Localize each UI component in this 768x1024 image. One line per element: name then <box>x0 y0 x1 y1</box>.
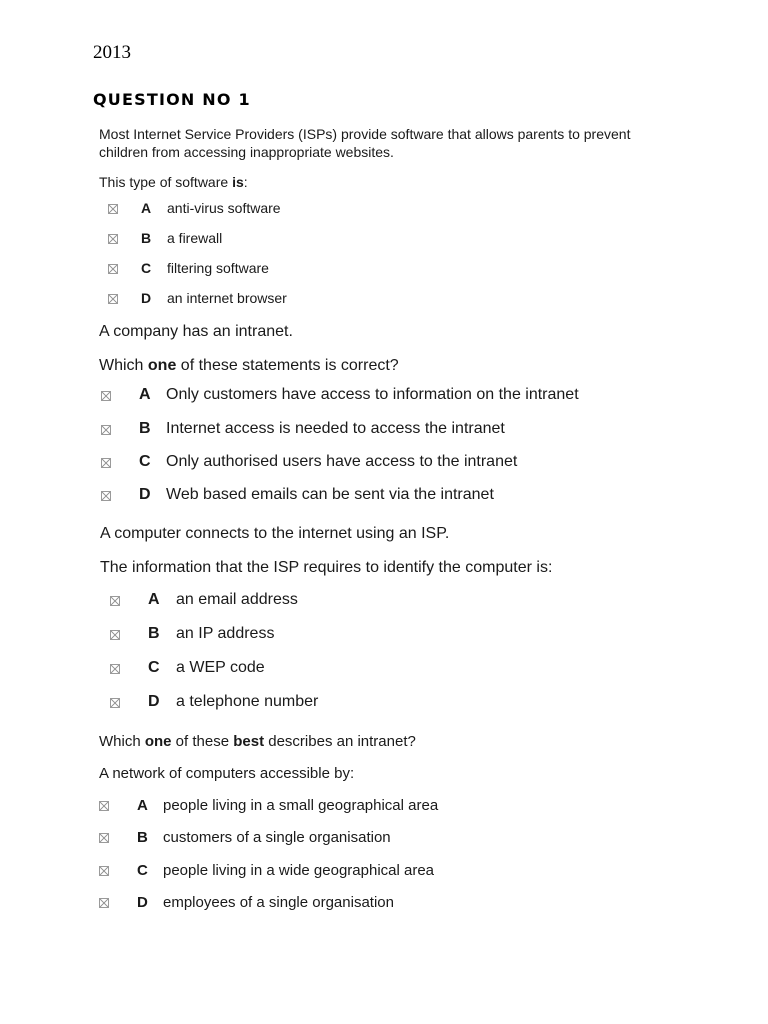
q4-prompt: Which one of these best describes an intranet? <box>99 733 416 750</box>
option-letter: C <box>141 260 152 276</box>
option-text: an IP address <box>176 625 275 642</box>
option-letter: B <box>148 625 160 642</box>
q3-option-c[interactable] <box>0 659 700 679</box>
checkbox-icon[interactable] <box>99 833 109 843</box>
q2-option-d[interactable] <box>0 486 700 506</box>
option-letter: A <box>137 797 148 814</box>
checkbox-icon[interactable] <box>99 801 109 811</box>
checkbox-icon[interactable] <box>108 294 118 304</box>
q3-option-b[interactable] <box>0 625 700 645</box>
checkbox-icon[interactable] <box>99 866 109 876</box>
option-text: an email address <box>176 591 298 608</box>
option-text: anti-virus software <box>167 200 281 216</box>
checkbox-icon[interactable] <box>108 204 118 214</box>
checkbox-icon[interactable] <box>110 596 120 606</box>
option-letter: C <box>137 862 148 879</box>
q4-intro: A network of computers accessible by: <box>99 765 355 782</box>
q1-option-a[interactable] <box>0 200 700 220</box>
q1-intro-line-2: children from accessing inappropriate websites. <box>99 144 394 160</box>
option-letter: C <box>148 659 160 676</box>
option-letter: D <box>148 693 160 710</box>
q3-intro: A computer connects to the internet using an ISP. <box>100 525 450 542</box>
option-letter: D <box>137 894 148 911</box>
option-text: customers of a single organisation <box>163 829 391 846</box>
q3-option-a[interactable] <box>0 591 700 611</box>
option-letter: D <box>141 290 152 306</box>
checkbox-icon[interactable] <box>110 630 120 640</box>
q2-prompt: Which one of these statements is correct? <box>99 357 399 374</box>
checkbox-icon[interactable] <box>110 664 120 674</box>
q3-prompt: The information that the ISP requires to identify the computer is: <box>100 559 553 576</box>
checkbox-icon[interactable] <box>108 264 118 274</box>
q4-option-b[interactable] <box>0 829 700 849</box>
q4-option-c[interactable] <box>0 862 700 882</box>
option-letter: B <box>139 420 151 437</box>
option-text: an internet browser <box>167 290 287 306</box>
option-letter: A <box>148 591 160 608</box>
q1-option-d[interactable] <box>0 290 700 310</box>
q1-option-b[interactable] <box>0 230 700 250</box>
option-text: a WEP code <box>176 659 265 676</box>
checkbox-icon[interactable] <box>101 425 111 435</box>
checkbox-icon[interactable] <box>99 898 109 908</box>
q2-option-b[interactable] <box>0 420 700 440</box>
option-letter: C <box>139 453 151 470</box>
option-text: filtering software <box>167 260 269 276</box>
q2-option-c[interactable] <box>0 453 700 473</box>
checkbox-icon[interactable] <box>108 234 118 244</box>
checkbox-icon[interactable] <box>101 391 111 401</box>
q3-option-d[interactable] <box>0 693 700 713</box>
q1-option-c[interactable] <box>0 260 700 280</box>
year-heading: 2013 <box>93 42 131 63</box>
q1-intro-line-1: Most Internet Service Providers (ISPs) provide software that allows parents to prevent <box>99 126 631 142</box>
option-text: Only authorised users have access to the intranet <box>166 453 518 470</box>
q2-intro: A company has an intranet. <box>99 323 293 340</box>
q1-prompt: This type of software is: <box>99 174 248 190</box>
checkbox-icon[interactable] <box>101 458 111 468</box>
q4-option-a[interactable] <box>0 797 700 817</box>
checkbox-icon[interactable] <box>101 491 111 501</box>
option-letter: B <box>137 829 148 846</box>
option-letter: D <box>139 486 151 503</box>
option-text: Only customers have access to information on the intranet <box>166 386 579 403</box>
option-text: people living in a wide geographical area <box>163 862 435 879</box>
checkbox-icon[interactable] <box>110 698 120 708</box>
option-text: employees of a single organisation <box>163 894 394 911</box>
q2-option-a[interactable] <box>0 386 700 406</box>
question-title: QUESTION NO 1 <box>93 90 251 109</box>
q4-option-d[interactable] <box>0 894 700 914</box>
option-letter: A <box>139 386 151 403</box>
option-text: a telephone number <box>176 693 319 710</box>
option-letter: A <box>141 200 152 216</box>
option-letter: B <box>141 230 152 246</box>
option-text: Web based emails can be sent via the intranet <box>166 486 494 503</box>
option-text: Internet access is needed to access the intranet <box>166 420 505 437</box>
option-text: people living in a small geographical area <box>163 797 439 814</box>
option-text: a firewall <box>167 230 223 246</box>
